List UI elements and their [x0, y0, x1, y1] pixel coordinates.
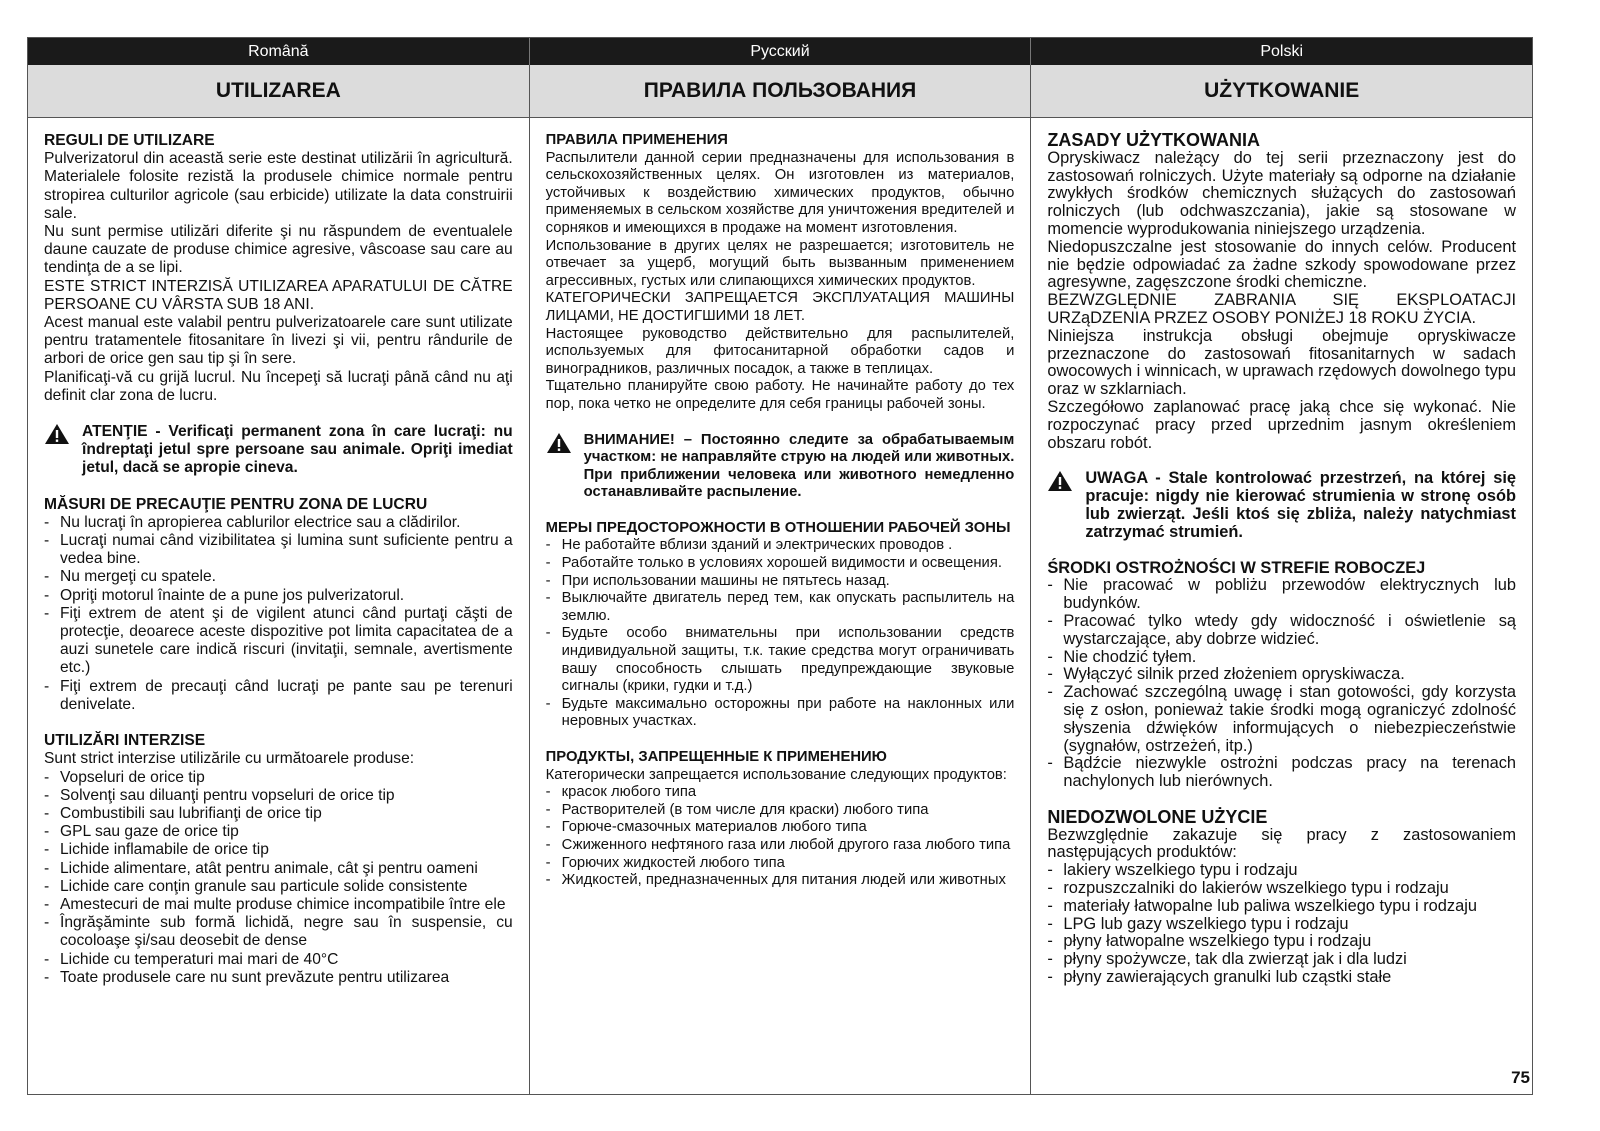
list-item: - Fiţi extrem de precauţi când lucraţi pe pante sau pe terenuri denivelate.	[44, 678, 513, 714]
paragraph: Nu sunt permise utilizări diferite şi nu răspundem de eventualele daune cauzate de produse chimice agresive, vâscoase sau care au tendinţa de a se lipi.	[44, 223, 513, 277]
title-romanian: UTILIZAREA	[28, 65, 530, 117]
title-polish: UŻYTKOWANIE	[1204, 79, 1360, 102]
list-item: - Работайте только в условиях хорошей видимости и освещения.	[546, 555, 1015, 573]
paragraph: Acest manual este valabil pentru pulverizatoarele care sunt utilizate pentru tratamentele fitosanitare în livezi şi vii, pentru rândurile de arbori de orice gen sau tip şi în sere.	[44, 314, 513, 368]
list-item: - Жидкостей, предназначенных для питания людей или животных	[546, 872, 1015, 890]
paragraph: Настоящее руководство действительно для распылителей, используемых для фитосанитарной обработки садов и виноградников, различных посадок, а также в теплицах.	[545, 325, 1015, 377]
paragraph: Тщательно планируйте свою работу. Не начинайте работу до тех пор, пока четко не определите для себя границы рабочей зоны.	[545, 378, 1015, 412]
list-item: - Lichide alimentare, atât pentru animale, cât şi pentru oameni	[44, 860, 513, 878]
list-item: - Nu lucraţi în apropierea cablurilor electrice sau a clădirilor.	[44, 514, 513, 532]
list-item: - Bądźcie niezwykle ostrożni podczas pracy na terenach nachylonych lub nierównych.	[1047, 755, 1516, 791]
list-item: - płyny łatwopalne wszelkiego typu i rodzaju	[1047, 933, 1516, 951]
prohibited-list	[546, 784, 1015, 890]
paragraph: Planificaţi-vă cu grijă lucrul. Nu începeţi să lucraţi până când nu aţi definit clar zona de lucru.	[44, 368, 513, 404]
list-item: - Lichide inflamabile de orice tip	[44, 841, 513, 859]
prohibited-list	[44, 769, 513, 987]
warning-box	[546, 432, 1015, 502]
heading-prohibited-uses: NIEDOZWOLONE UŻYCIE	[1047, 806, 1268, 827]
list-item: - Nie chodzić tyłem.	[1047, 649, 1516, 667]
paragraph: Bezwzględnie zakazuje się pracy z zastosowaniem następujących produktów:	[1047, 825, 1517, 862]
paragraph: КАТЕГОРИЧЕСКИ ЗАПРЕЩАЕТСЯ ЭКСПЛУАТАЦИЯ МАШИНЫ ЛИЦАМИ, НЕ ДОСТИГШИМИ 18 ЛЕТ.	[545, 290, 1015, 324]
paragraph: ESTE STRICT INTERZISĂ UTILIZAREA APARATULUI DE CĂTRE PERSOANE CU VÂRSTA SUB 18 ANI.	[44, 277, 513, 313]
list-item: - Растворителей (в том числе для краски) любого типа	[546, 802, 1015, 820]
prohibited-list	[1047, 862, 1516, 987]
warning-box	[44, 423, 513, 478]
precautions-list	[546, 537, 1015, 731]
list-item: - Будьте особо внимательны при использовании средств индивидуальной защиты, т.к. такие средства могут ограничивать вашу способность слышать предупреждающие звуковые сигналы (крики, гудки и т.д.)	[546, 625, 1015, 695]
paragraph: Niniejsza instrukcja obsługi obejmuje opryskiwacze przeznaczone do zastosowań fitosanitarnych w sadach owocowych i winnicach, w uprawach rzędowych dowolnego typu oraz w szklarniach.	[1047, 326, 1517, 399]
precautions-list	[1047, 577, 1516, 791]
list-item: - Не работайте вблизи зданий и электрических проводов .	[546, 537, 1015, 555]
column-russian	[530, 118, 1032, 1094]
list-item: - płyny spożywcze, tak dla zwierząt jak i dla ludzi	[1047, 951, 1516, 969]
heading-usage-rules: ZASADY UŻYTKOWANIA	[1047, 130, 1261, 150]
paragraph: Категорически запрещается использование следующих продуктов:	[545, 766, 1007, 783]
list-item: - Горюче-смазочных материалов любого типа	[546, 819, 1015, 837]
column-romanian	[28, 118, 530, 1094]
warning-text: ATENŢIE - Verificaţi permanent zona în care lucraţi: nu îndreptaţi jetul spre persoane sau animale. Opriţi imediat jetul, dacă se apropie cineva.	[82, 423, 513, 477]
heading-precautions: MĂSURI DE PRECAUŢIE PENTRU ZONA DE LUCRU	[44, 495, 428, 513]
heading-usage-rules: ПРАВИЛА ПРИМЕНЕНИЯ	[545, 132, 728, 148]
list-item: - Opriţi motorul înainte de a pune jos pulverizatorul.	[44, 587, 513, 605]
manual-page	[27, 37, 1533, 1095]
list-item: - Wyłączyć silnik przed złożeniem opryskiwacza.	[1047, 666, 1516, 684]
heading-usage-rules: REGULI DE UTILIZARE	[44, 132, 215, 149]
section-title-bar	[28, 65, 1532, 118]
paragraph: Sunt strict interzise utilizările cu următoarele produse:	[44, 750, 415, 768]
list-item: - Lichide cu temperaturi mai mari de 40°C	[44, 951, 513, 969]
list-item: - LPG lub gazy wszelkiego typu i rodzaju	[1047, 916, 1516, 934]
list-item: - При использовании машины не пятьтесь назад.	[546, 573, 1015, 591]
title-russian: ПРАВИЛА ПОЛЬЗОВАНИЯ	[530, 65, 1032, 117]
list-item: - Toate produsele care nu sunt prevăzute pentru utilizarea	[44, 969, 513, 987]
list-item: - Solvenţi sau diluanţi pentru vopseluri de orice tip	[44, 787, 513, 805]
list-item: - Горючих жидкостей любого типа	[546, 855, 1015, 873]
heading-precautions: ŚRODKI OSTROŻNOŚCI W STREFIE ROBOCZEJ	[1047, 558, 1426, 577]
column-polish	[1031, 118, 1532, 1094]
paragraph: Pulverizatorul din această serie este destinat utilizării în agricultură. Materialele folosite rezistă la produsele chimice normale pentru stropirea culturilor agricole (sau erbicide) utilizate la data construirii sale.	[44, 150, 513, 222]
list-item: - Amestecuri de mai multe produse chimice incompatibile între ele	[44, 896, 513, 914]
list-item: - Lucraţi numai când vizibilitatea şi lumina sunt suficiente pentru a vedea bine.	[44, 532, 513, 568]
list-item: - Nu mergeţi cu spatele.	[44, 568, 513, 586]
warning-triangle-icon	[546, 432, 584, 460]
precautions-list	[44, 514, 513, 714]
list-item: - красок любого типа	[546, 784, 1015, 802]
list-item: - Fiţi extrem de atent şi de vigilent atunci când purtaţi căşti de protecţie, deoarece aceste dispozitive pot limita capacitatea de a auzi sunetele care indică riscuri (invitaţii, semnale, avertismente etc.)	[44, 605, 513, 678]
list-item: - Выключайте двигатель перед тем, как опускать распылитель на землю.	[546, 590, 1015, 625]
paragraph: BEZWZGLĘDNIE ZABRANIA SIĘ EKSPLOATACJI URZąDZENIA PRZEZ OSOBY PONIŻEJ 18 ROKU ŻYCIA.	[1047, 291, 1517, 327]
warning-box	[1047, 470, 1516, 541]
list-item: - Lichide care conţin granule sau particule solide consistente	[44, 878, 513, 896]
list-item: - lakiery wszelkiego typu i rodzaju	[1047, 862, 1516, 880]
list-item: - Vopseluri de orice tip	[44, 769, 513, 787]
list-item: - Будьте максимально осторожны при работе на наклонных или неровных участках.	[546, 696, 1015, 731]
list-item: - rozpuszczalniki do lakierów wszelkiego typu i rodzaju	[1047, 880, 1516, 898]
heading-prohibited-uses: ПРОДУКТЫ, ЗАПРЕЩЕННЫЕ К ПРИМЕНЕНИЮ	[545, 749, 887, 765]
paragraph: Opryskiwacz należący do tej serii przeznaczony jest do zastosowań rolniczych. Użyte materiały są odporne na działanie zwykłych środków chemicznych służących do zastosowań rolniczych (lub odchwaszczania), jakie są stosowane w momencie wyprodukowania niniejszego urządzenia.	[1047, 148, 1517, 238]
list-item: - Сжиженного нефтяного газа или любой другого газа любого типа	[546, 837, 1015, 855]
paragraph: Niedopuszczalne jest stosowanie do innych celów. Producent nie będzie odpowiadać za żadne szkody spowodowane przez agresywne, zagęszczone środki chemiczne.	[1047, 237, 1517, 292]
lang-polish: Polski	[1260, 43, 1304, 60]
list-item: - płyny zawierających granulki lub cząstki stałe	[1047, 969, 1516, 987]
warning-triangle-icon	[44, 423, 82, 450]
list-item: - Zachować szczególną uwagę i stan gotowości, gdy korzysta się z osłon, ponieważ takie środki mogą ograniczyć zdolność słyszenia dźwięków informujących o niebezpieczeństwie (sygnałów, ostrzeżeń, itp.)	[1047, 684, 1516, 755]
paragraph: Szczegółowo zaplanować pracę jaką chce się wykonać. Nie rozpoczynać pracy przed uprzednim jasnym określeniem obszaru robót.	[1047, 397, 1517, 452]
list-item: - GPL sau gaze de orice tip	[44, 823, 513, 841]
list-item: - Îngrăşăminte sub formă lichidă, negre sau în suspensie, cu cocoloaşe şi/sau deosebit de dense	[44, 914, 513, 950]
paragraph: Использование в других целях не разрешается; изготовитель не отвечает за ущерб, могущий быть вызванным применением агрессивных, густых или слипающихся химических продуктов.	[545, 237, 1015, 289]
warning-triangle-icon	[1047, 470, 1085, 497]
list-item: - Pracować tylko wtedy gdy widoczność i oświetlenie są wystarczające, aby dobrze widzieć.	[1047, 613, 1516, 649]
lang-russian: Русский	[530, 38, 1032, 65]
page-number: 75	[1511, 1068, 1530, 1087]
warning-text: UWAGA - Stale kontrolować przestrzeń, na której się pracuje: nigdy nie kierować strumienia w stronę osób lub zwierząt. Jeśli ktoś się zbliża, należy natychmiast zatrzymać strumień.	[1085, 469, 1517, 541]
lang-romanian: Română	[28, 38, 530, 65]
list-item: - materiały łatwopalne lub paliwa wszelkiego typu i rodzaju	[1047, 898, 1516, 916]
list-item: - Nie pracować w pobliżu przewodów elektrycznych lub budynków.	[1047, 577, 1516, 613]
heading-prohibited-uses: UTILIZĂRI INTERZISE	[44, 732, 206, 750]
language-bar	[28, 38, 1532, 65]
warning-text: ВНИМАНИЕ! – Постоянно следите за обрабатываемым участком: не направляйте струю на людей или животных. При приближении человека или животного немедленно останавливайте распыление.	[583, 431, 1015, 501]
heading-precautions: МЕРЫ ПРЕДОСТОРОЖНОСТИ В ОТНОШЕНИИ РАБОЧЕЙ ЗОНЫ	[545, 519, 1011, 536]
paragraph: Распылители данной серии предназначены для использования в сельскохозяйственных целях. Он изготовлен из материалов, устойчивых к воздействию химических продуктов, обычно применяемых в сельском хозяйстве для уничтожения вредителей и сорняков и имеющихся в продаже на момент изготовления.	[545, 149, 1015, 236]
list-item: - Combustibili sau lubrifianţi de orice tip	[44, 805, 513, 823]
